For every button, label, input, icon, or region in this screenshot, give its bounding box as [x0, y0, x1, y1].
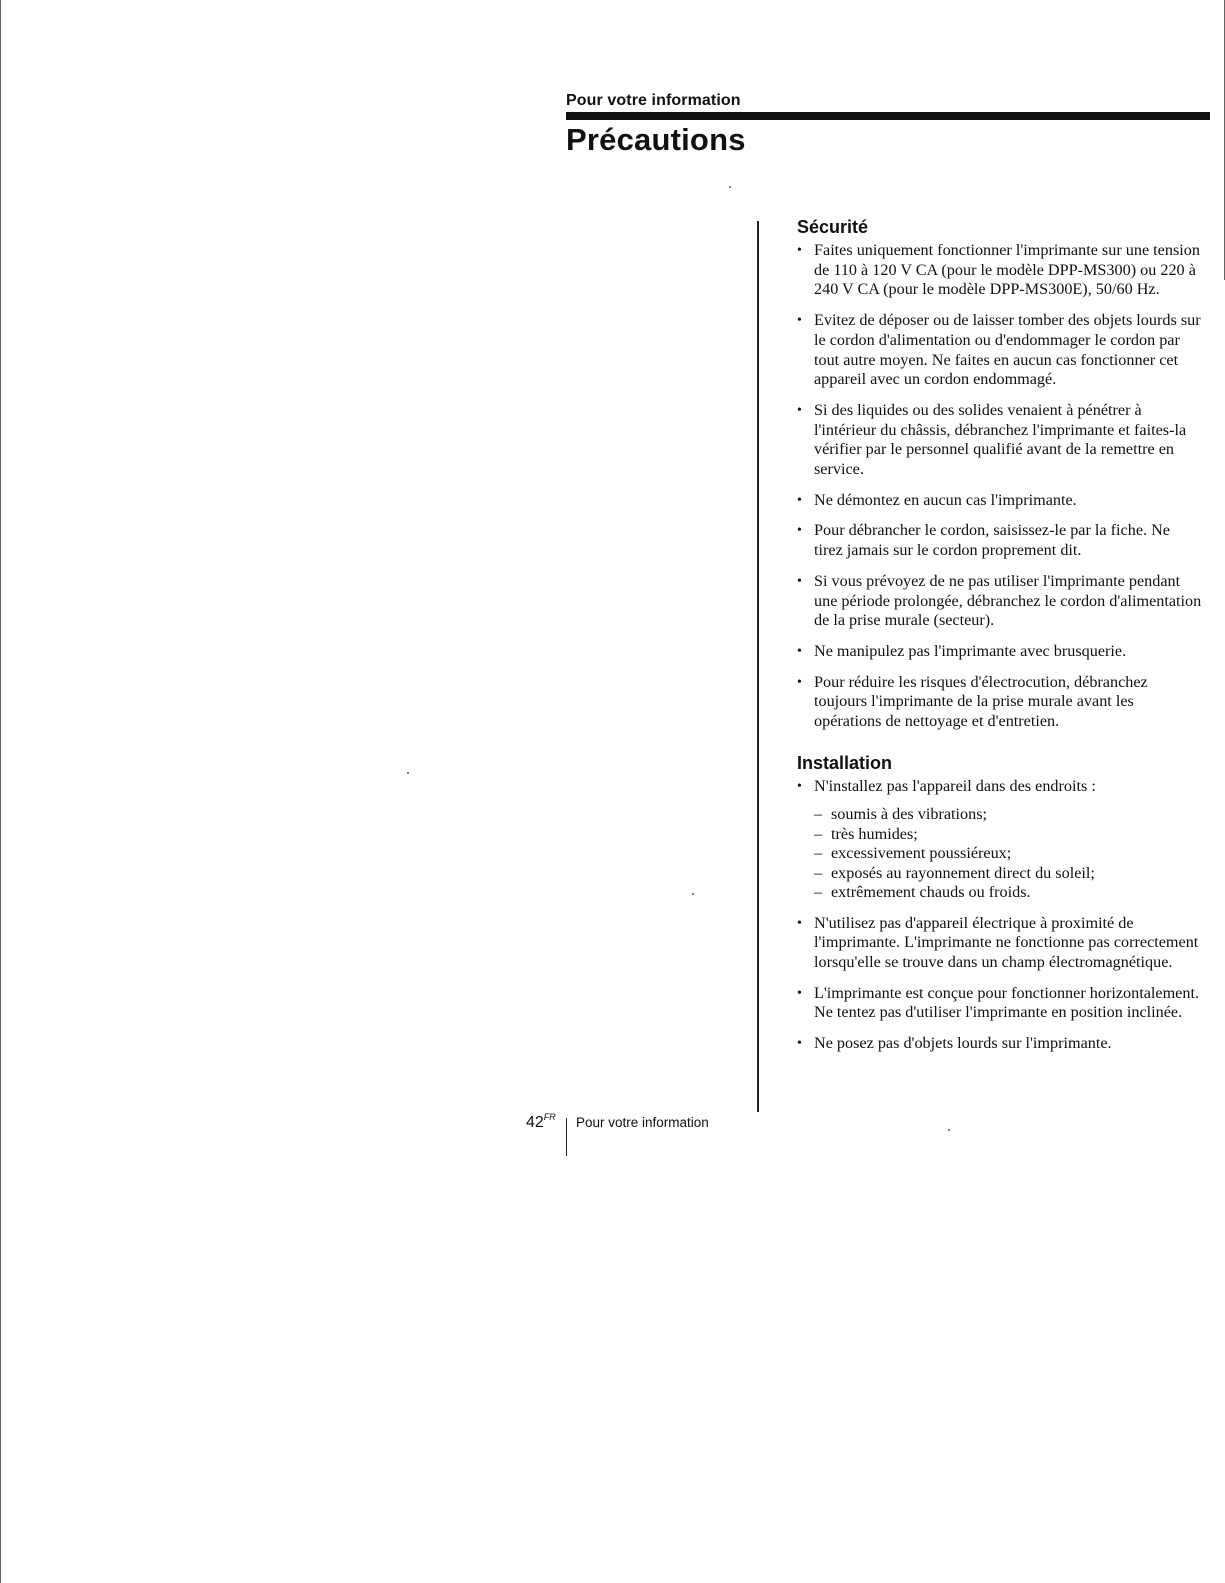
- section-heading-installation: Installation: [797, 752, 893, 773]
- list-item: • N'utilisez pas d'appareil électrique à proximité de l'imprimante. L'imprimante ne fonctionne pas correctement lorsqu'elle se trouve dans un champ électromagnétique.: [797, 914, 1202, 973]
- section-heading-securite: Sécurité: [797, 217, 869, 237]
- list-item: • Evitez de déposer ou de laisser tomber des objets lourds sur le cordon d'alimentation ou d'endommager le cordon par tout autre moyen. Ne faites en aucun cas fonctionner cet appareil avec un cordon endommagé.: [797, 311, 1202, 390]
- sublist-item: – exposés au rayonnement direct du soleil;: [814, 864, 1202, 883]
- sublist-item: – extrêmement chauds ou froids.: [814, 883, 1202, 902]
- footer-divider: [566, 1118, 567, 1156]
- page-number-suffix: FR: [543, 1112, 556, 1122]
- scan-speck: [692, 893, 694, 895]
- scan-speck: [948, 1129, 950, 1131]
- list-item-intro: N'installez pas l'appareil dans des endroits :: [814, 776, 1096, 795]
- scan-speck: [729, 186, 731, 188]
- list-item: • Pour débrancher le cordon, saisissez-le par la fiche. Ne tirez jamais sur le cordon proprement dit.: [797, 521, 1202, 560]
- list-item: • Ne posez pas d'objets lourds sur l'imprimante.: [797, 1034, 1202, 1054]
- list-item-with-sublist: [797, 777, 1202, 903]
- list-item: • Ne démontez en aucun cas l'imprimante.: [797, 491, 1202, 511]
- page-number: [526, 1112, 556, 1132]
- sublist-item: – excessivement poussiéreux;: [814, 844, 1202, 863]
- scan-speck: [407, 772, 409, 774]
- list-item: • Pour réduire les risques d'électrocution, débranchez toujours l'imprimante de la prise murale avant les opérations de nettoyage et d'entretien.: [797, 673, 1202, 732]
- page-number-value: 42: [526, 1114, 544, 1131]
- main-content: [797, 216, 1202, 1065]
- title-rule: [566, 112, 1210, 120]
- section-kicker: Pour votre information: [566, 92, 741, 109]
- sublist-item: – très humides;: [814, 825, 1202, 844]
- page-title: Précautions: [566, 122, 746, 157]
- sublist-item: – soumis à des vibrations;: [814, 805, 1202, 824]
- list-item: • Ne manipulez pas l'imprimante avec brusquerie.: [797, 642, 1202, 662]
- securite-list: [797, 241, 1202, 732]
- installation-list: [797, 777, 1202, 1054]
- list-item: • Faites uniquement fonctionner l'imprimante sur une tension de 110 à 120 V CA (pour le modèle DPP-MS300) ou 220 à 240 V CA (pour le modèle DPP-MS300E), 50/60 Hz.: [797, 241, 1202, 300]
- list-item: • L'imprimante est conçue pour fonctionner horizontalement. Ne tentez pas d'utiliser l'imprimante en position inclinée.: [797, 984, 1202, 1023]
- footer-label: Pour votre information: [576, 1115, 709, 1130]
- column-divider: [757, 221, 759, 1112]
- conditions-sublist: [814, 805, 1202, 902]
- scan-edge-left: [0, 0, 1, 1583]
- list-item: • Si vous prévoyez de ne pas utiliser l'imprimante pendant une période prolongée, débranchez le cordon d'alimentation de la prise murale (secteur).: [797, 572, 1202, 631]
- list-item: • Si des liquides ou des solides venaient à pénétrer à l'intérieur du châssis, débranchez l'imprimante et faites-la vérifier par le personnel qualifié avant de la remettre en service.: [797, 401, 1202, 480]
